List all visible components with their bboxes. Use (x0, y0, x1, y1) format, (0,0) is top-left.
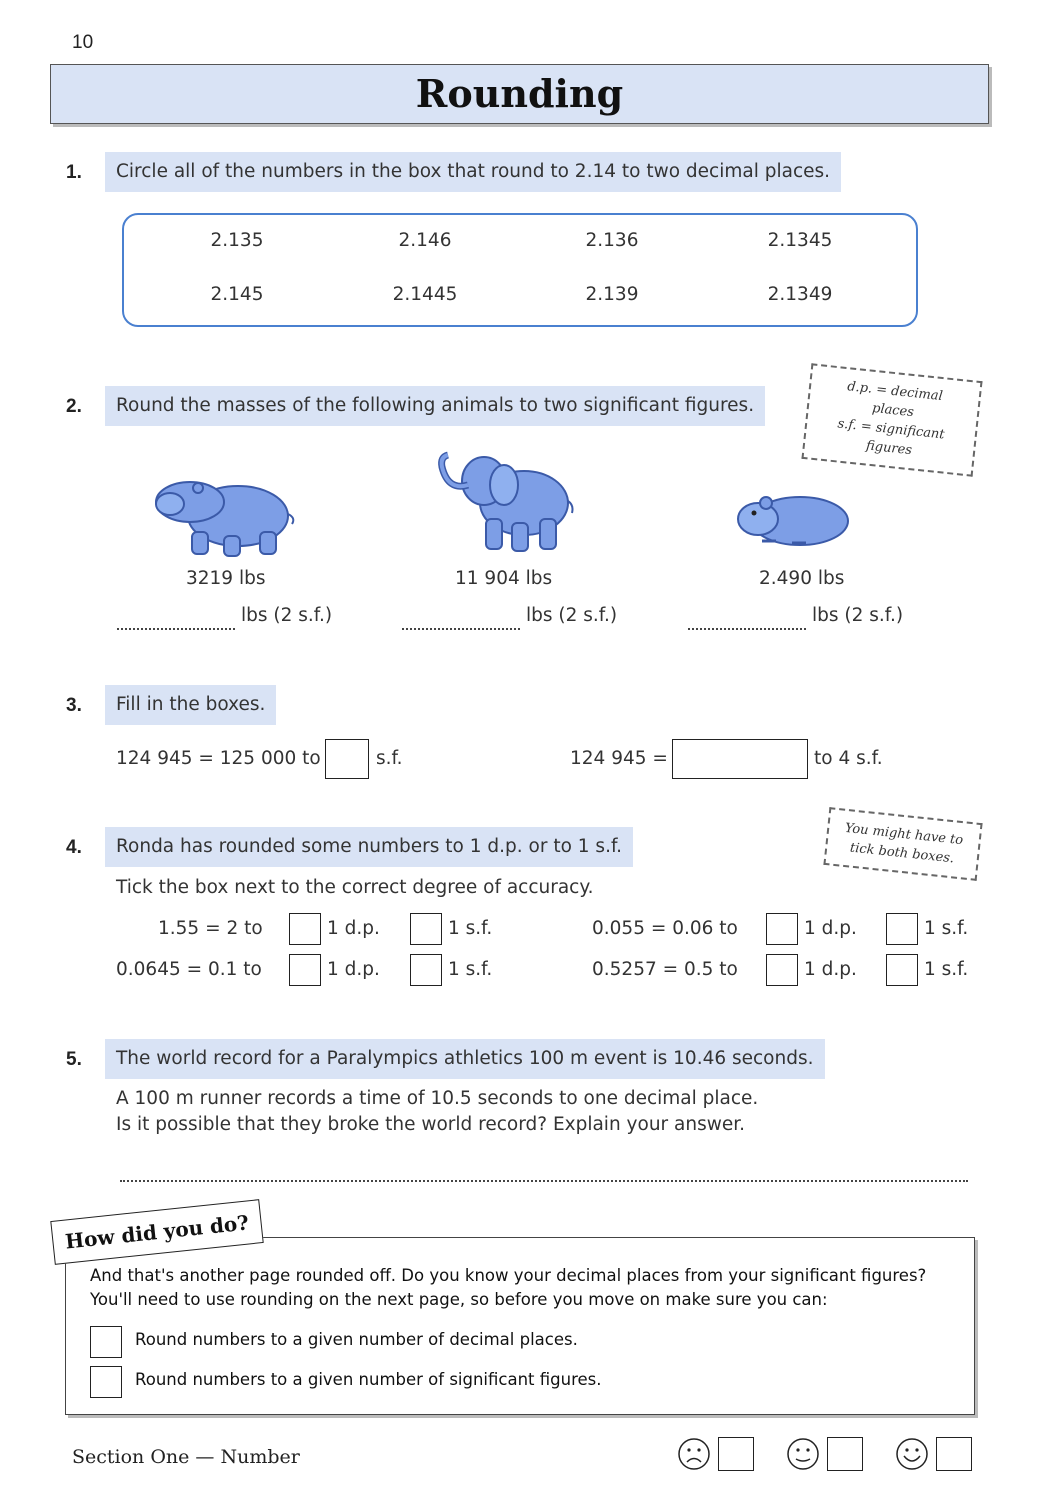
guinea-pig-answer-suffix: lbs (2 s.f.) (812, 605, 904, 626)
tick-box-sf[interactable] (886, 954, 918, 986)
section-footer: Section One — Number (72, 1446, 300, 1468)
number-option[interactable]: 2.136 (585, 230, 639, 251)
explanation-answer-line[interactable] (120, 1180, 968, 1182)
answer-line-elephant[interactable] (402, 628, 520, 630)
number-option[interactable]: 2.1345 (767, 230, 833, 251)
answer-line-hippo[interactable] (117, 628, 235, 630)
option-label-dp: 1 d.p. (327, 918, 380, 939)
option-label-sf: 1 s.f. (924, 918, 969, 939)
hippo-answer-suffix: lbs (2 s.f.) (241, 605, 333, 626)
tick-box-sf[interactable] (410, 913, 442, 945)
tick-box-dp[interactable] (766, 954, 798, 986)
rating-box-sad[interactable] (718, 1437, 754, 1471)
sad-face-icon (677, 1437, 711, 1471)
question-2-prompt: Round the masses of the following animals to two significant figures. (105, 386, 765, 426)
hippo-illustration (150, 470, 300, 560)
number-option[interactable]: 2.135 (210, 230, 264, 251)
question-3-number: 3. (66, 695, 82, 716)
number-option[interactable]: 2.146 (398, 230, 452, 251)
review-checkbox[interactable] (90, 1366, 122, 1398)
q4-item-text: 1.55 = 2 to (158, 918, 263, 939)
option-label-dp: 1 d.p. (804, 918, 857, 939)
question-5-prompt: The world record for a Paralympics athletics 100 m event is 10.46 seconds. (105, 1039, 825, 1079)
tick-box-dp[interactable] (766, 913, 798, 945)
hint-line: s.f. = significant figures (836, 416, 946, 459)
question-1-number: 1. (66, 162, 82, 183)
question-5-number: 5. (66, 1049, 82, 1070)
question-4-prompt: Ronda has rounded some numbers to 1 d.p. or to 1 s.f. (105, 827, 633, 867)
tick-box-dp[interactable] (289, 954, 321, 986)
neutral-face-icon (786, 1437, 820, 1471)
page-title: Rounding (415, 71, 624, 116)
rounded-value-box[interactable] (672, 739, 808, 779)
tick-box-sf[interactable] (886, 913, 918, 945)
hint-note-tick-both (823, 807, 982, 881)
number-option[interactable]: 2.1349 (767, 284, 833, 305)
elephant-illustration (432, 445, 577, 557)
hint-note-abbreviations (801, 363, 982, 476)
number-option[interactable]: 2.139 (585, 284, 639, 305)
hint-line: You might have to (844, 820, 964, 849)
q3-left-expression: 124 945 = 125 000 to (116, 748, 321, 769)
review-check-label: Round numbers to a given number of significant figures. (135, 1370, 602, 1389)
option-label-dp: 1 d.p. (327, 959, 380, 980)
question-5-line-1: A 100 m runner records a time of 10.5 seconds to one decimal place. (116, 1088, 759, 1109)
page-number: 10 (72, 32, 94, 53)
review-tag: How did you do? (50, 1199, 263, 1265)
guinea-pig-illustration (732, 485, 852, 553)
hippo-mass: 3219 lbs (186, 568, 266, 589)
hint-line: tick both boxes. (849, 840, 955, 867)
number-option[interactable]: 2.145 (210, 284, 264, 305)
q3-right-unit: to 4 s.f. (814, 748, 883, 769)
question-4-instruction: Tick the box next to the correct degree of accuracy. (116, 877, 594, 898)
title-banner (50, 64, 989, 124)
tick-box-dp[interactable] (289, 913, 321, 945)
option-label-sf: 1 s.f. (924, 959, 969, 980)
number-option[interactable]: 2.1445 (392, 284, 458, 305)
review-line-1: And that's another page rounded off. Do you know your decimal places from your significant figures? (90, 1266, 927, 1285)
guinea-pig-mass: 2.490 lbs (759, 568, 845, 589)
q4-item-text: 0.0645 = 0.1 to (116, 959, 262, 980)
question-1-prompt: Circle all of the numbers in the box that round to 2.14 to two decimal places. (105, 152, 841, 192)
question-3-prompt: Fill in the boxes. (105, 685, 276, 725)
review-checkbox[interactable] (90, 1326, 122, 1358)
question-5-line-2: Is it possible that they broke the world record? Explain your answer. (116, 1114, 746, 1135)
option-label-sf: 1 s.f. (448, 959, 493, 980)
q3-left-unit: s.f. (376, 748, 403, 769)
hint-line: d.p. = decimal places (846, 379, 944, 421)
elephant-mass: 11 904 lbs (455, 568, 553, 589)
question-2-number: 2. (66, 396, 82, 417)
rating-box-neutral[interactable] (827, 1437, 863, 1471)
elephant-answer-suffix: lbs (2 s.f.) (526, 605, 618, 626)
happy-face-icon (895, 1437, 929, 1471)
answer-line-guinea-pig[interactable] (688, 628, 806, 630)
question-4-number: 4. (66, 837, 82, 858)
q3-right-expression: 124 945 = (570, 748, 668, 769)
tick-box-sf[interactable] (410, 954, 442, 986)
q4-item-text: 0.055 = 0.06 to (592, 918, 738, 939)
rating-box-happy[interactable] (936, 1437, 972, 1471)
review-line-2: You'll need to use rounding on the next page, so before you move on make sure you can: (90, 1290, 828, 1309)
option-label-dp: 1 d.p. (804, 959, 857, 980)
sf-answer-box[interactable] (325, 739, 369, 779)
review-check-label: Round numbers to a given number of decimal places. (135, 1330, 578, 1349)
q4-item-text: 0.5257 = 0.5 to (592, 959, 738, 980)
option-label-sf: 1 s.f. (448, 918, 493, 939)
